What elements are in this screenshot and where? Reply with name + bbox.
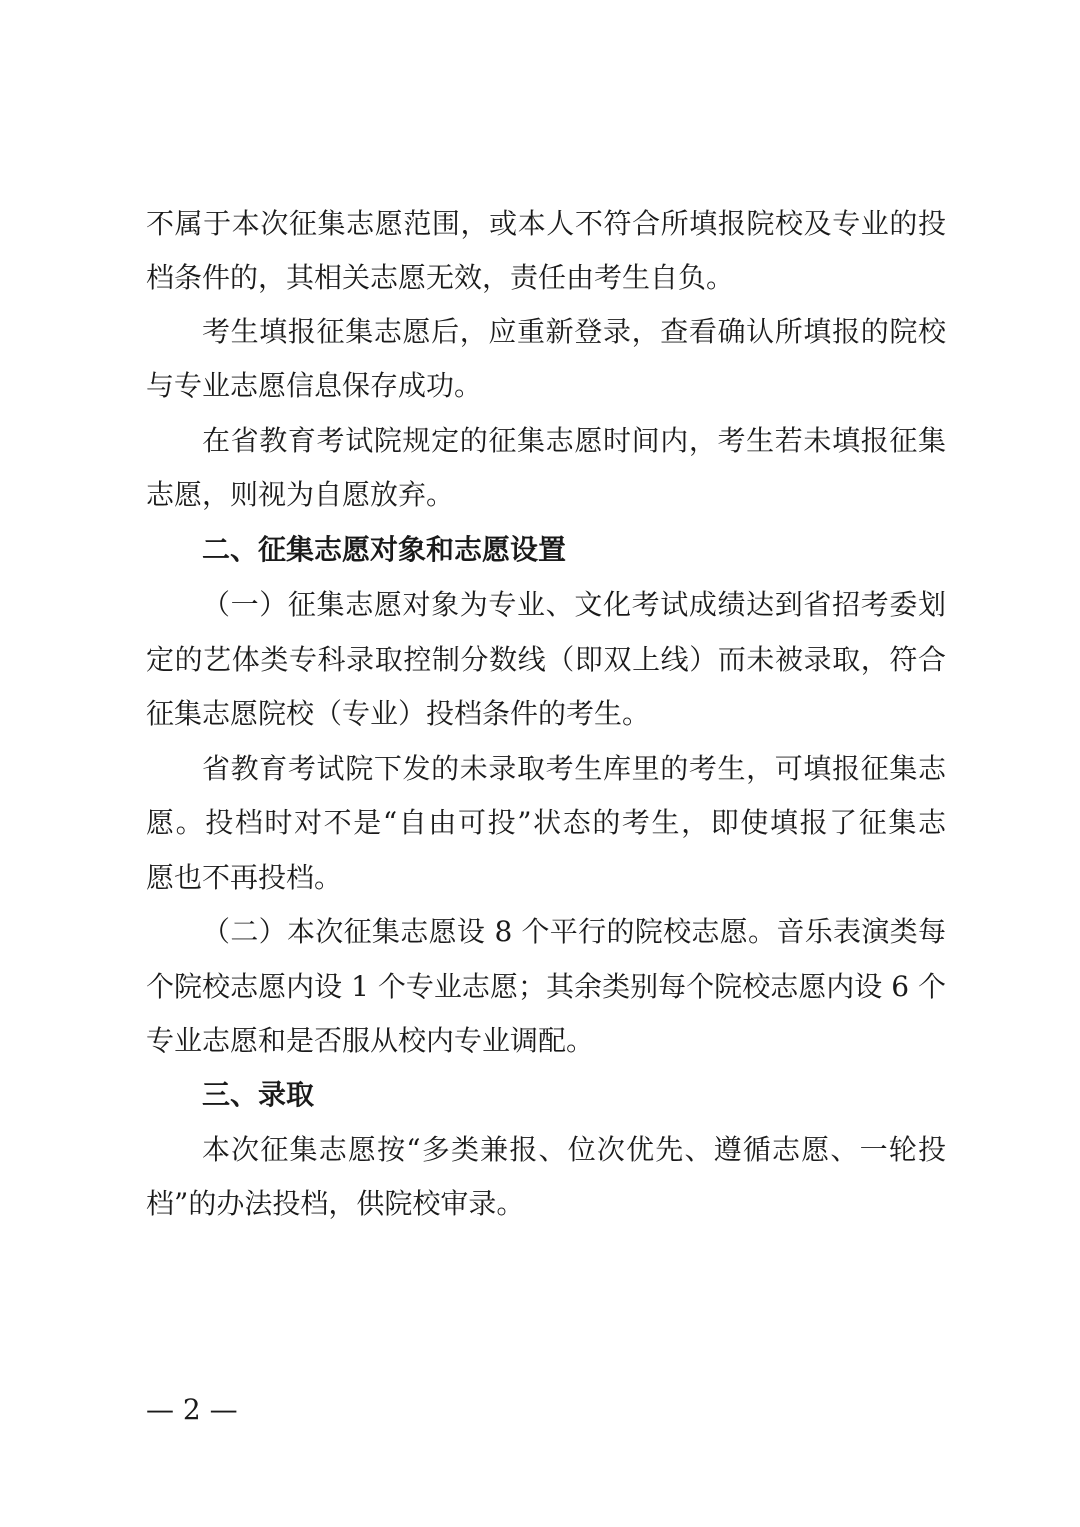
text-line: 定的艺体类专科录取控制分数线（即双上线）而未被录取，符合 (146, 643, 946, 676)
text-line: 征集志愿院校（专业）投档条件的考生。 (146, 697, 651, 730)
text-line: 不属于本次征集志愿范围，或本人不符合所填报院校及专业的投 (146, 207, 946, 240)
text-line: 档条件的，其相关志愿无效，责任由考生自负。 (146, 261, 735, 294)
text-line: 省教育考试院下发的未录取考生库里的考生，可填报征集志 (202, 752, 946, 785)
text-line: （一）征集志愿对象为专业、文化考试成绩达到省招考委划 (202, 588, 946, 621)
page-number: — 2 — (146, 1393, 238, 1426)
text-line: 志愿，则视为自愿放弃。 (146, 478, 455, 511)
section-heading: 二、征集志愿对象和志愿设置 (202, 533, 567, 566)
text-line: 在省教育考试院规定的征集志愿时间内，考生若未填报征集 (202, 424, 946, 457)
section-heading: 三、录取 (202, 1078, 315, 1111)
text-line: 考生填报征集志愿后，应重新登录，查看确认所填报的院校 (202, 315, 946, 348)
text-line: （二）本次征集志愿设 8 个平行的院校志愿。音乐表演类每 (202, 915, 946, 948)
text-line: 愿也不再投档。 (146, 861, 343, 894)
text-line: 本次征集志愿按“多类兼报、位次优先、遵循志愿、一轮投 (202, 1133, 946, 1166)
text-line: 愿。投档时对不是“自由可投”状态的考生，即使填报了征集志 (146, 806, 946, 839)
text-line: 个院校志愿内设 1 个专业志愿；其余类别每个院校志愿内设 6 个 (146, 970, 946, 1003)
text-line: 专业志愿和是否服从校内专业调配。 (146, 1024, 595, 1057)
text-line: 与专业志愿信息保存成功。 (146, 369, 483, 402)
text-line: 档”的办法投档，供院校审录。 (146, 1187, 525, 1220)
